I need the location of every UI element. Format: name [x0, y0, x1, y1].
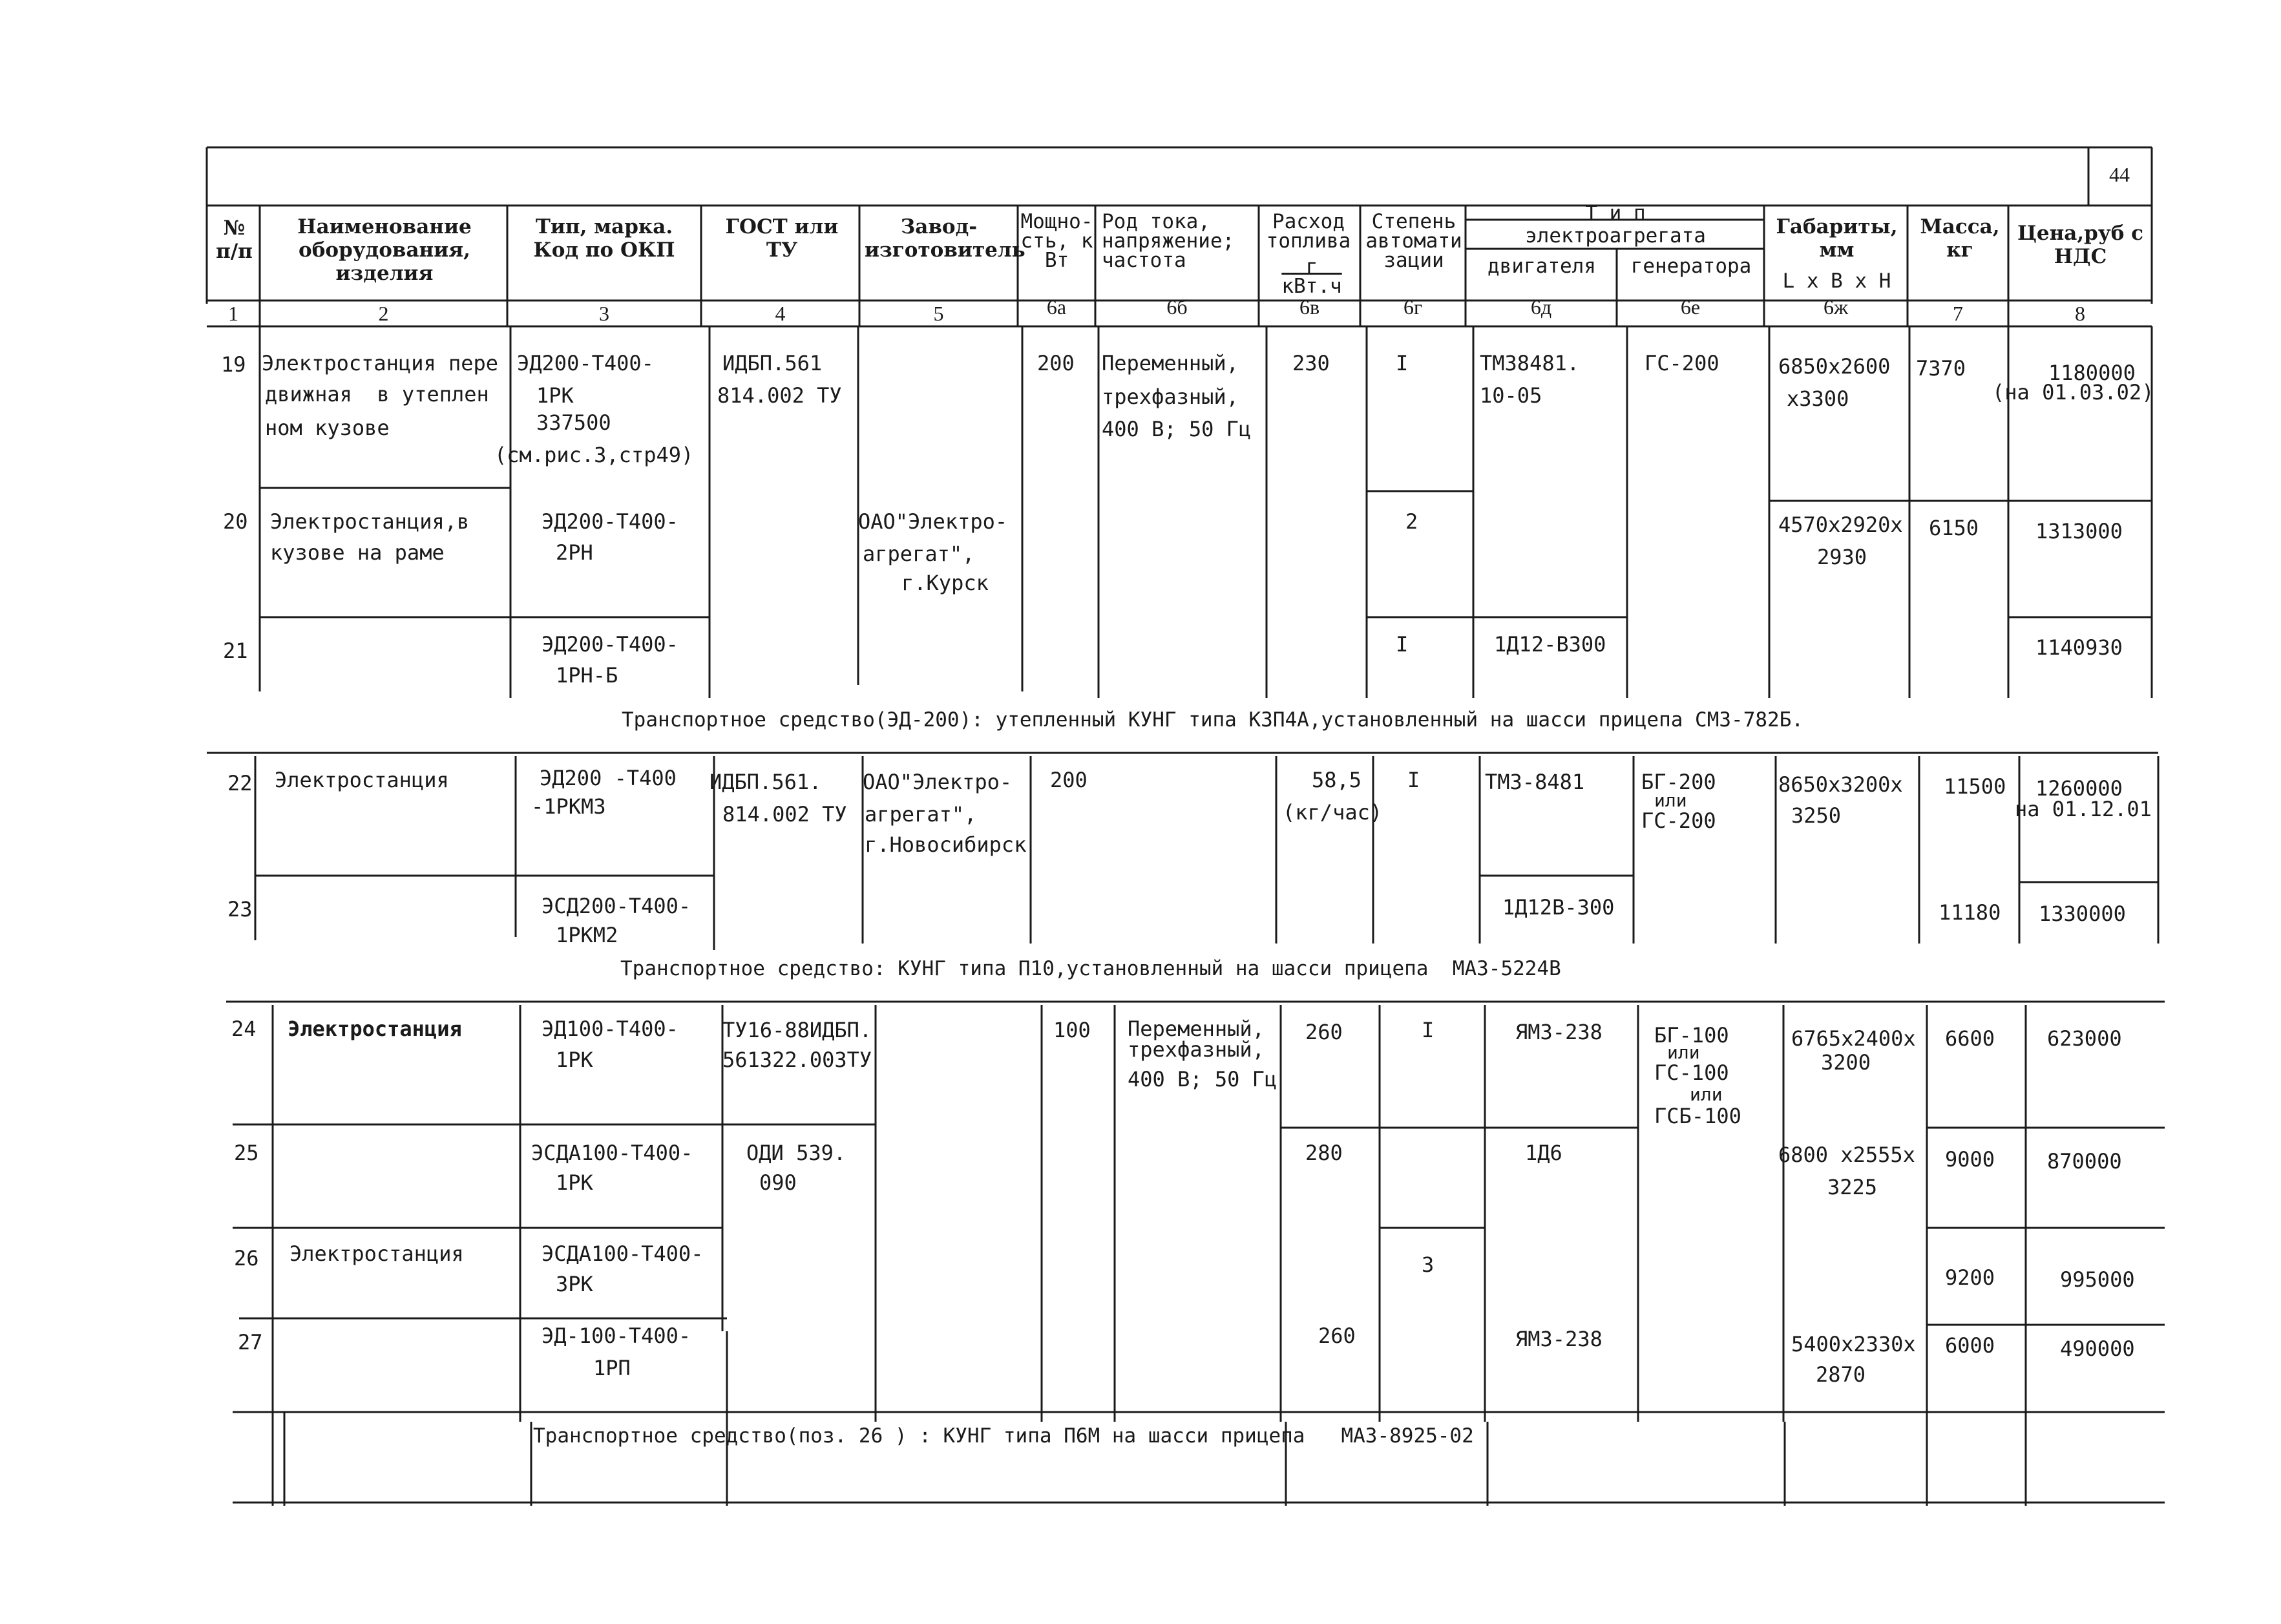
price: 995000: [2060, 1267, 2135, 1292]
row-number: 23: [227, 897, 253, 922]
engine: ЯМЗ-238: [1515, 1020, 1603, 1044]
dimensions: x3300: [1787, 386, 1849, 411]
mass: 6600: [1945, 1026, 1995, 1051]
header-engine: двигателя: [1487, 255, 1596, 278]
manufacturer: ОАО"Электро-: [863, 770, 1013, 794]
dimensions: 6850x2600: [1778, 354, 1891, 379]
transport-note: Транспортное средство: КУНГ типа П10,установленный на шасси прицепа МАЗ-5224В: [620, 957, 1561, 980]
power: 100: [1053, 1018, 1091, 1042]
type-code: ЭД200 -Т400: [540, 766, 677, 790]
type-code: ЭСД200-Т400-: [541, 894, 691, 918]
transport-note: Транспортное средство(ЭД-200): утепленный КУНГ типа КЗП4А,установленный на шасси прицепа СМЗ-782Б.: [622, 708, 1804, 732]
generator: БГ-100: [1654, 1023, 1729, 1048]
transport-note: Транспортное средство(поз. 26 ) : КУНГ типа П6М на шасси прицепа МАЗ-8925-02: [533, 1424, 1474, 1448]
price: 1180000: [2048, 361, 2136, 385]
type-code: 1РК: [536, 383, 574, 408]
type-code: ЭД200-Т400-: [517, 351, 654, 375]
column-number: 3: [599, 302, 609, 325]
automation: 2: [1405, 509, 1418, 534]
manufacturer: г.Курск: [901, 571, 989, 595]
dimensions: 2930: [1817, 545, 1867, 569]
header-current-type: Род тока, напряжение; частота: [1102, 210, 1235, 272]
price: 490000: [2060, 1336, 2135, 1361]
column-number: 6б: [1166, 295, 1188, 319]
automation: 3: [1422, 1252, 1435, 1277]
generator: БГ-200: [1641, 770, 1716, 794]
row-number: 24: [231, 1017, 257, 1041]
header-dimensions-sub: L x B x H: [1782, 269, 1891, 293]
equipment-name: ном кузове: [265, 416, 390, 440]
column-number: 6а: [1046, 295, 1067, 319]
equipment-name: Электростанция: [289, 1241, 464, 1266]
type-code: ЭСДА100-Т400-: [541, 1241, 704, 1266]
header-number: № п/п: [216, 216, 253, 263]
price: 1140930: [2035, 635, 2123, 660]
mass: 11180: [1939, 900, 2001, 925]
type-code: ЭД200-Т400-: [541, 632, 678, 657]
dimensions: 2870: [1816, 1362, 1866, 1387]
type-code: 1РКМ2: [556, 923, 618, 947]
column-number: 4: [775, 302, 786, 325]
equipment-name: Электростанция: [275, 768, 449, 792]
generator: или: [1654, 790, 1687, 811]
current-type: трехфазный,: [1128, 1037, 1265, 1062]
manufacturer: г.Новосибирск: [865, 832, 1027, 857]
gost: ИДБП.561: [722, 351, 823, 375]
gost: 814.002 ТУ: [717, 383, 842, 408]
header-generator: генератора: [1630, 255, 1752, 278]
dimensions: 6800 x2555x: [1778, 1143, 1915, 1167]
row-number: 27: [238, 1330, 263, 1355]
header-fuel-unit-denominator: кВт.ч: [1281, 275, 1342, 298]
type-code: 1РК: [556, 1048, 593, 1072]
column-number: 8: [2075, 302, 2085, 325]
mass: 9200: [1945, 1265, 1995, 1290]
mass: 6000: [1945, 1333, 1995, 1358]
engine: 1Д6: [1525, 1141, 1562, 1165]
equipment-name: Электростанция: [288, 1017, 462, 1041]
row-number: 22: [227, 771, 253, 796]
generator: ГС-100: [1654, 1060, 1729, 1085]
engine: ТМЗ-8481: [1485, 770, 1585, 794]
generator: ГС-200: [1641, 808, 1716, 833]
column-number: 6в: [1299, 295, 1320, 319]
dimensions: 4570x2920x: [1778, 512, 1903, 537]
gost: ТУ16-88ИДБП.: [722, 1018, 872, 1042]
header-dimensions: Габариты, мм: [1776, 215, 1898, 262]
mass: 7370: [1916, 356, 1966, 381]
type-code: ЭД100-Т400-: [541, 1017, 678, 1041]
power: 200: [1037, 351, 1075, 375]
mass: 9000: [1945, 1147, 1995, 1172]
dimensions: 6765x2400x: [1791, 1026, 1916, 1051]
price: (на 01.03.02): [1992, 380, 2154, 405]
row-number: 25: [234, 1141, 259, 1165]
column-number: 1: [228, 302, 238, 325]
current-type: Переменный,: [1102, 351, 1239, 375]
automation: I: [1422, 1018, 1435, 1042]
column-number: 6д: [1530, 295, 1552, 319]
type-code: ЭД200-Т400-: [541, 509, 678, 534]
current-type: 400 В; 50 Гц: [1128, 1067, 1277, 1091]
fuel: 230: [1292, 351, 1330, 375]
generator: или: [1667, 1042, 1700, 1063]
mass: 6150: [1929, 516, 1979, 540]
gost: ИДБП.561.: [710, 770, 822, 794]
type-code: 1РК: [556, 1170, 593, 1195]
price: 1313000: [2035, 519, 2123, 543]
dimensions: 3200: [1821, 1050, 1871, 1075]
column-number: 6е: [1680, 295, 1701, 319]
manufacturer: ОАО"Электро-: [858, 509, 1008, 534]
power: 200: [1050, 768, 1088, 792]
automation: I: [1407, 768, 1420, 792]
page-number: 44: [2109, 163, 2130, 186]
header-unit-type: Т и п: [1585, 202, 1646, 225]
type-code: 1РН-Б: [556, 663, 618, 688]
header-fuel-consumption: Расход топлива: [1266, 210, 1351, 253]
fuel: 260: [1318, 1323, 1356, 1348]
price: 623000: [2047, 1026, 2122, 1051]
fuel: 280: [1305, 1141, 1343, 1165]
generator: ГС-200: [1645, 351, 1719, 375]
header-price: Цена,руб с НДС: [2017, 222, 2144, 268]
gost: 814.002 ТУ: [722, 802, 847, 827]
header-manufacturer: Завод-изготовитель: [865, 215, 1025, 262]
generator: ГСБ-100: [1654, 1104, 1741, 1128]
equipment-name: Электростанция пере: [262, 351, 499, 375]
type-code: -1РКМЗ: [531, 794, 606, 819]
manufacturer: агрегат",: [863, 542, 975, 566]
gost: ОДИ 539.: [746, 1141, 846, 1165]
header-fuel-unit-numerator: г: [1305, 255, 1318, 279]
header-type-code: Тип, марка. Код по ОКП: [533, 215, 675, 262]
type-code: ЭСДА100-Т400-: [531, 1141, 693, 1165]
header-gost: ГОСТ или ТУ: [725, 215, 839, 262]
engine: 10-05: [1480, 383, 1542, 408]
type-code: 3РК: [556, 1272, 593, 1296]
engine: ТМЗ8481.: [1480, 351, 1580, 375]
dimensions: 3250: [1791, 803, 1842, 828]
gost: 561322.003ТУ: [722, 1048, 872, 1072]
current-type: Переменный,: [1128, 1017, 1265, 1041]
dimensions: 8650x3200x: [1778, 772, 1903, 797]
generator: или: [1690, 1084, 1723, 1105]
row-number: 19: [221, 352, 246, 377]
gost: 090: [759, 1170, 797, 1195]
row-number: 20: [223, 509, 248, 534]
row-number: 21: [223, 638, 248, 663]
engine: 1Д12-В300: [1494, 632, 1606, 657]
header-unit-type-sub: электроагрегата: [1525, 224, 1706, 248]
type-code: 337500: [536, 410, 611, 435]
automation: I: [1396, 632, 1409, 657]
manufacturer: агрегат",: [865, 802, 977, 827]
automation: I: [1396, 351, 1409, 375]
dimensions: 5400x2330x: [1791, 1332, 1916, 1356]
fuel: 260: [1305, 1020, 1343, 1044]
price: 1330000: [2039, 902, 2126, 926]
current-type: 400 В; 50 Гц: [1102, 417, 1252, 441]
type-code: 1РП: [593, 1356, 631, 1380]
header-automation-level: Степень автомати зации: [1365, 210, 1462, 272]
type-code: (см.рис.3,стр49): [494, 443, 694, 467]
current-type: трехфазный,: [1102, 385, 1239, 409]
engine: 1Д12В-300: [1502, 895, 1615, 920]
price: на 01.12.01: [2015, 797, 2152, 821]
header-power: Мощно-сть, кВт: [1020, 210, 1093, 272]
column-number: 5: [933, 302, 944, 325]
equipment-name: движная в утеплен: [265, 382, 489, 406]
header-mass: Масса, кг: [1920, 215, 2000, 262]
row-number: 26: [234, 1246, 259, 1271]
price: 870000: [2047, 1149, 2122, 1174]
mass: 11500: [1944, 774, 2006, 799]
fuel: (кг/час): [1283, 800, 1383, 825]
column-number: 7: [1953, 302, 1963, 325]
type-code: ЭД-100-Т400-: [541, 1323, 691, 1348]
column-number: 2: [378, 302, 389, 325]
fuel: 58,5: [1312, 768, 1362, 792]
equipment-name: кузове на раме: [270, 540, 445, 565]
price: 1260000: [2035, 776, 2123, 801]
header-equipment-name: Наименование оборудования, изделия: [297, 215, 472, 285]
type-code: 2РН: [556, 540, 593, 565]
engine: ЯМЗ-238: [1515, 1327, 1603, 1351]
equipment-name: Электростанция,в: [270, 509, 470, 534]
column-number: 6ж: [1823, 295, 1849, 319]
column-number: 6г: [1403, 295, 1423, 319]
dimensions: 3225: [1827, 1175, 1878, 1199]
